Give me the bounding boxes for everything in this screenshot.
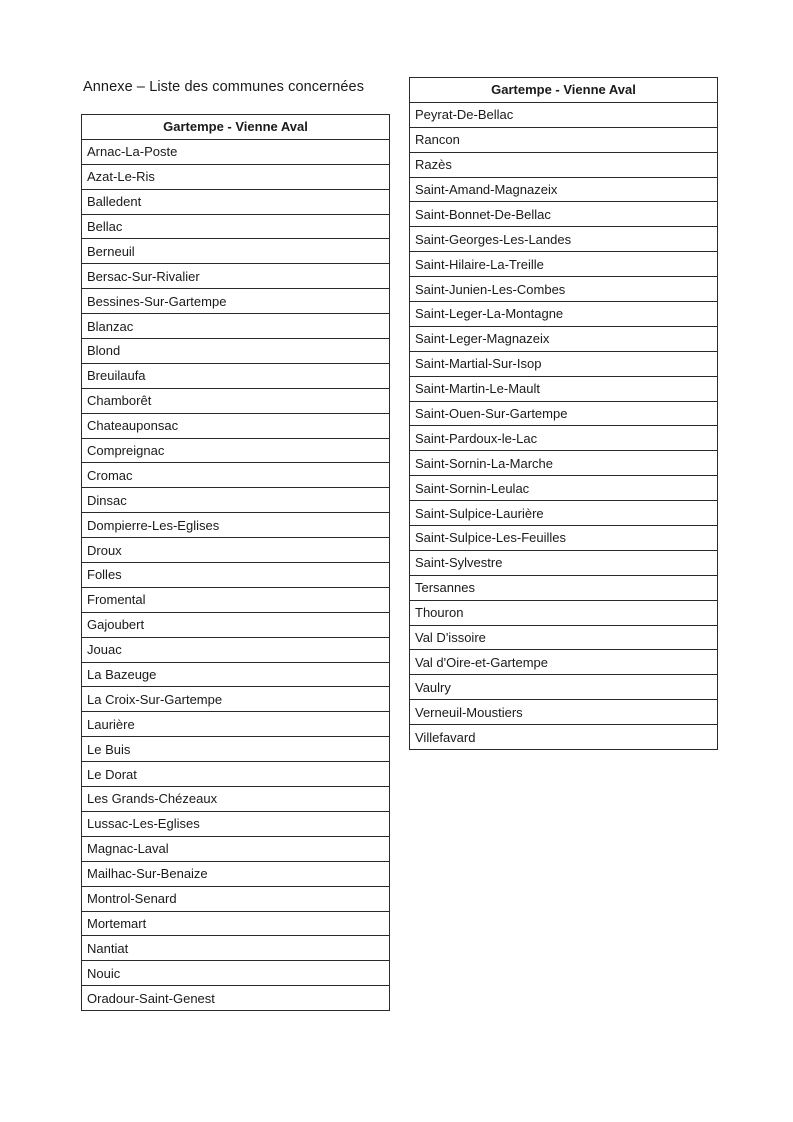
table-row	[82, 239, 390, 264]
commune-cell: Nouic	[82, 961, 390, 986]
commune-cell: Montrol-Senard	[82, 886, 390, 911]
table-header: Gartempe - Vienne Aval	[410, 78, 718, 103]
commune-cell: La Croix-Sur-Gartempe	[82, 687, 390, 712]
table-row	[410, 550, 718, 575]
table-row	[82, 662, 390, 687]
commune-cell: Saint-Sulpice-Laurière	[410, 501, 718, 526]
communes-table-right	[409, 77, 718, 750]
table-row	[82, 463, 390, 488]
commune-cell: Jouac	[82, 637, 390, 662]
table-row	[82, 687, 390, 712]
table-row	[410, 401, 718, 426]
table-row	[82, 388, 390, 413]
commune-cell: Tersannes	[410, 575, 718, 600]
commune-cell: Mailhac-Sur-Benaize	[82, 861, 390, 886]
commune-cell: Vaulry	[410, 675, 718, 700]
table-row	[82, 139, 390, 164]
table-row	[410, 302, 718, 327]
commune-cell: Chamborêt	[82, 388, 390, 413]
commune-cell: Peyrat-De-Bellac	[410, 102, 718, 127]
table-row	[82, 886, 390, 911]
table-row	[410, 700, 718, 725]
commune-cell: Arnac-La-Poste	[82, 139, 390, 164]
table-row	[82, 612, 390, 637]
commune-cell: La Bazeuge	[82, 662, 390, 687]
table-row	[82, 413, 390, 438]
commune-cell: Berneuil	[82, 239, 390, 264]
table-row	[82, 936, 390, 961]
table-header-row	[410, 78, 718, 103]
commune-cell: Cromac	[82, 463, 390, 488]
communes-table-left	[81, 114, 390, 1011]
page-title: Annexe – Liste des communes concernées	[83, 79, 365, 95]
commune-cell: Razès	[410, 152, 718, 177]
table-row	[410, 725, 718, 750]
table-row	[82, 587, 390, 612]
table-row	[410, 177, 718, 202]
table-row	[410, 326, 718, 351]
table-row	[410, 102, 718, 127]
commune-cell: Balledent	[82, 189, 390, 214]
commune-cell: Bessines-Sur-Gartempe	[82, 289, 390, 314]
commune-cell: Saint-Sornin-La-Marche	[410, 451, 718, 476]
commune-cell: Breuilaufa	[82, 363, 390, 388]
table-row	[82, 214, 390, 239]
commune-cell: Dompierre-Les-Eglises	[82, 513, 390, 538]
table-row	[82, 513, 390, 538]
table-row	[410, 252, 718, 277]
table-row	[82, 961, 390, 986]
commune-cell: Blond	[82, 339, 390, 364]
table-row	[82, 811, 390, 836]
table-row	[410, 277, 718, 302]
table-row	[410, 202, 718, 227]
table-row	[410, 476, 718, 501]
table-row	[410, 675, 718, 700]
commune-cell: Saint-Martin-Le-Mault	[410, 376, 718, 401]
commune-cell: Blanzac	[82, 314, 390, 339]
commune-cell: Fromental	[82, 587, 390, 612]
table-row	[82, 712, 390, 737]
commune-cell: Chateauponsac	[82, 413, 390, 438]
commune-cell: Val D'issoire	[410, 625, 718, 650]
commune-cell: Saint-Pardoux-le-Lac	[410, 426, 718, 451]
commune-cell: Compreignac	[82, 438, 390, 463]
commune-cell: Saint-Leger-Magnazeix	[410, 326, 718, 351]
commune-cell: Laurière	[82, 712, 390, 737]
table-row	[82, 911, 390, 936]
table-row	[410, 501, 718, 526]
table-row	[410, 426, 718, 451]
commune-cell: Oradour-Saint-Genest	[82, 986, 390, 1011]
table-row	[410, 526, 718, 551]
table-row	[410, 575, 718, 600]
table-row	[410, 127, 718, 152]
commune-cell: Saint-Martial-Sur-Isop	[410, 351, 718, 376]
commune-cell: Val d'Oire-et-Gartempe	[410, 650, 718, 675]
commune-cell: Les Grands-Chézeaux	[82, 787, 390, 812]
table-row	[410, 625, 718, 650]
commune-cell: Verneuil-Moustiers	[410, 700, 718, 725]
commune-cell: Saint-Sulpice-Les-Feuilles	[410, 526, 718, 551]
commune-cell: Rancon	[410, 127, 718, 152]
commune-cell: Saint-Junien-Les-Combes	[410, 277, 718, 302]
commune-cell: Saint-Sornin-Leulac	[410, 476, 718, 501]
commune-cell: Saint-Ouen-Sur-Gartempe	[410, 401, 718, 426]
table-row	[82, 488, 390, 513]
commune-cell: Magnac-Laval	[82, 836, 390, 861]
table-row	[82, 637, 390, 662]
table-row	[410, 227, 718, 252]
table-row	[82, 438, 390, 463]
commune-cell: Le Buis	[82, 737, 390, 762]
table-row	[82, 836, 390, 861]
table-row	[410, 351, 718, 376]
table-header: Gartempe - Vienne Aval	[82, 115, 390, 140]
commune-cell: Nantiat	[82, 936, 390, 961]
table-row	[82, 339, 390, 364]
table-row	[410, 376, 718, 401]
commune-cell: Gajoubert	[82, 612, 390, 637]
commune-cell: Mortemart	[82, 911, 390, 936]
commune-cell: Saint-Georges-Les-Landes	[410, 227, 718, 252]
table-row	[410, 451, 718, 476]
commune-cell: Saint-Leger-La-Montagne	[410, 302, 718, 327]
commune-cell: Dinsac	[82, 488, 390, 513]
commune-cell: Saint-Hilaire-La-Treille	[410, 252, 718, 277]
commune-cell: Azat-Le-Ris	[82, 164, 390, 189]
table-row	[82, 787, 390, 812]
commune-cell: Folles	[82, 563, 390, 588]
commune-cell: Bellac	[82, 214, 390, 239]
table-row	[82, 363, 390, 388]
table-row	[82, 314, 390, 339]
commune-cell: Villefavard	[410, 725, 718, 750]
table-row	[82, 986, 390, 1011]
table-row	[82, 737, 390, 762]
table-row	[410, 650, 718, 675]
commune-cell: Saint-Sylvestre	[410, 550, 718, 575]
table-row	[82, 538, 390, 563]
table-row	[410, 152, 718, 177]
table-row	[82, 264, 390, 289]
table-header-row	[82, 115, 390, 140]
table-row	[82, 861, 390, 886]
table-row	[82, 289, 390, 314]
commune-cell: Saint-Bonnet-De-Bellac	[410, 202, 718, 227]
table-row	[82, 164, 390, 189]
commune-cell: Saint-Amand-Magnazeix	[410, 177, 718, 202]
commune-cell: Lussac-Les-Eglises	[82, 811, 390, 836]
commune-cell: Le Dorat	[82, 762, 390, 787]
table-row	[410, 600, 718, 625]
commune-cell: Droux	[82, 538, 390, 563]
table-row	[82, 189, 390, 214]
commune-cell: Bersac-Sur-Rivalier	[82, 264, 390, 289]
table-row	[82, 563, 390, 588]
commune-cell: Thouron	[410, 600, 718, 625]
table-row	[82, 762, 390, 787]
